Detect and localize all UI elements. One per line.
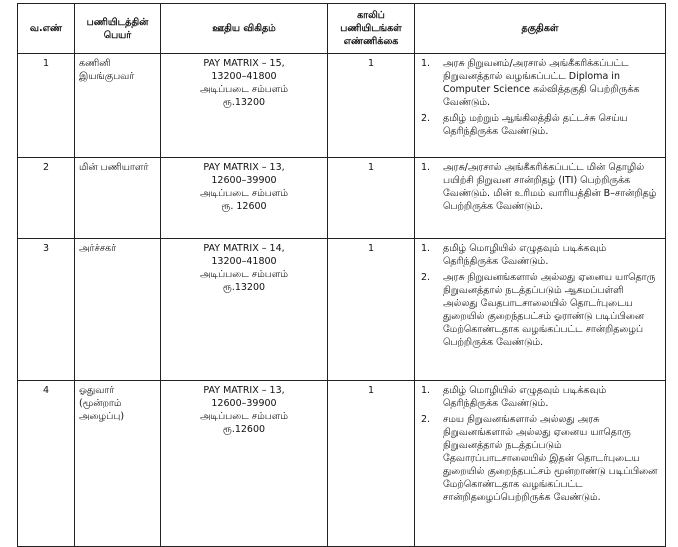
pay-matrix: PAY MATRIX – 14, xyxy=(203,243,285,254)
header-qualifications: தகுதிகள் xyxy=(415,4,666,54)
qualifications-cell xyxy=(415,381,666,547)
basic-pay-label: அடிப்படை சம்பளம் xyxy=(199,269,289,280)
basic-pay-amount: ரூ.13200 xyxy=(222,282,266,293)
pay-scale-cell xyxy=(161,54,328,158)
basic-pay-label: அடிப்படை சம்பளம் xyxy=(199,188,289,199)
pay-scale-cell xyxy=(161,381,328,547)
qualification-text: சமய நிறுவனங்களால் அல்லது அரசு நிறுவனங்களால் அல்லது ஏனைய யாதொரு நிறுவனத்தால் நடத்தப்படும் தேவாரப்பாடசாலையில் இதன் தொடர்புடைய துறையில் குறைந்தபட்சம் மூன்றாண்டு படிப்பினை மேற்கொண்டதாக வழங்கப்பட்ட சான்றிதழைப்பெற்றிருக்க வேண்டும். xyxy=(443,414,658,503)
table-row xyxy=(18,381,666,547)
pay-range: 12600–39900 xyxy=(211,398,277,409)
qualification-item xyxy=(419,384,661,410)
basic-pay-amount: ரூ.13200 xyxy=(222,97,266,108)
recruitment-table xyxy=(17,3,666,547)
header-vacancies: காலிப் பணியிடங்கள் எண்ணிக்கை xyxy=(328,4,415,54)
pay-matrix: PAY MATRIX – 13, xyxy=(203,385,285,396)
header-pay-scale: ஊதிய விகிதம் xyxy=(161,4,328,54)
qualifications-cell xyxy=(415,239,666,381)
qualification-item xyxy=(419,271,661,349)
vacancy-count-cell: 1 xyxy=(328,54,415,158)
post-name-cell: ஓதுவார் (மூன்றாம் அழைப்பு) xyxy=(75,381,161,547)
qualifications-list xyxy=(419,57,661,138)
header-post-name: பணியிடத்தின் பெயர் xyxy=(75,4,161,54)
qualifications-list xyxy=(419,384,661,504)
qualification-text: தமிழ் மொழியில் எழுதவும் படிக்கவும் தெரிந்திருக்க வேண்டும். xyxy=(443,385,607,409)
pay-scale-cell xyxy=(161,239,328,381)
pay-scale-cell xyxy=(161,158,328,239)
qualification-text: தமிழ் மொழியில் எழுதவும் படிக்கவும் தெரிந்திருக்க வேண்டும். xyxy=(443,243,607,267)
qualification-item xyxy=(419,161,661,213)
qualification-number: 2. xyxy=(421,272,431,283)
table-row xyxy=(18,158,666,239)
header-row xyxy=(18,4,666,54)
qualifications-list xyxy=(419,161,661,213)
post-name-cell: கணினி இயங்குபவர் xyxy=(75,54,161,158)
basic-pay-amount: ரூ. 12600 xyxy=(221,201,267,212)
qualification-number: 1. xyxy=(421,385,431,396)
qualifications-cell xyxy=(415,54,666,158)
pay-range: 13200–41800 xyxy=(211,71,277,82)
basic-pay-amount: ரூ.12600 xyxy=(222,424,266,435)
serial-cell: 2 xyxy=(18,158,75,239)
serial-cell: 3 xyxy=(18,239,75,381)
serial-cell: 1 xyxy=(18,54,75,158)
qualification-item xyxy=(419,112,661,138)
vacancy-count-cell: 1 xyxy=(328,381,415,547)
post-name-cell: மின் பணியாளர் xyxy=(75,158,161,239)
qualification-number: 2. xyxy=(421,414,431,425)
basic-pay-label: அடிப்படை சம்பளம் xyxy=(199,84,289,95)
basic-pay-label: அடிப்படை சம்பளம் xyxy=(199,411,289,422)
pay-matrix: PAY MATRIX – 13, xyxy=(203,162,285,173)
qualification-number: 1. xyxy=(421,243,431,254)
qualification-text: அரசு நிறுவனம்/அரசால் அங்கீகரிக்கப்பட்ட நிறுவனத்தால் வழங்கப்பட்ட Diploma in Computer Science கல்வித்தகுதி பெற்றிருக்க வேண்டும். xyxy=(443,58,640,108)
table-row xyxy=(18,54,666,158)
table-row xyxy=(18,239,666,381)
pay-range: 12600–39900 xyxy=(211,175,277,186)
qualification-number: 1. xyxy=(421,162,431,173)
serial-cell: 4 xyxy=(18,381,75,547)
qualification-item xyxy=(419,242,661,268)
qualifications-cell xyxy=(415,158,666,239)
qualification-text: தமிழ் மற்றும் ஆங்கிலத்தில் தட்டச்சு செய்ய தெரிந்திருக்க வேண்டும். xyxy=(443,113,628,137)
pay-matrix: PAY MATRIX – 15, xyxy=(203,58,285,69)
vacancy-count-cell: 1 xyxy=(328,239,415,381)
vacancy-count-cell: 1 xyxy=(328,158,415,239)
qualification-number: 1. xyxy=(421,58,431,69)
header-serial: வ.எண் xyxy=(18,4,75,54)
post-name-cell: அர்ச்சகர் xyxy=(75,239,161,381)
qualifications-list xyxy=(419,242,661,349)
qualification-number: 2. xyxy=(421,113,431,124)
pay-range: 13200–41800 xyxy=(211,256,277,267)
qualification-text: அரசு நிறுவனங்களால் அல்லது ஏனைய யாதொரு நிறுவனத்தால் நடத்தப்படும் ஆகமப்பள்ளி அல்லது வேதபாடசாலையில் தொடர்புடைய துறையில் குறைந்தபட்சம் ஓராண்டு படிப்பினை மேற்கொண்டதாக வழங்கப்பட்ட சான்றிதழைப் பெற்றிருக்க வேண்டும். xyxy=(443,272,656,348)
qualification-item xyxy=(419,413,661,504)
qualification-text: அரசு/அரசால் அங்கீகரிக்கப்பட்ட மின் தொழில் பயிற்சி நிறுவன சான்றிதழ் (ITI) பெற்றிருக்க வேண்டும். மின் உரிமம் வாரியத்தின் B–சான்றிதழ் பெற்றிருக்க வேண்டும். xyxy=(443,162,657,212)
qualification-item xyxy=(419,57,661,109)
